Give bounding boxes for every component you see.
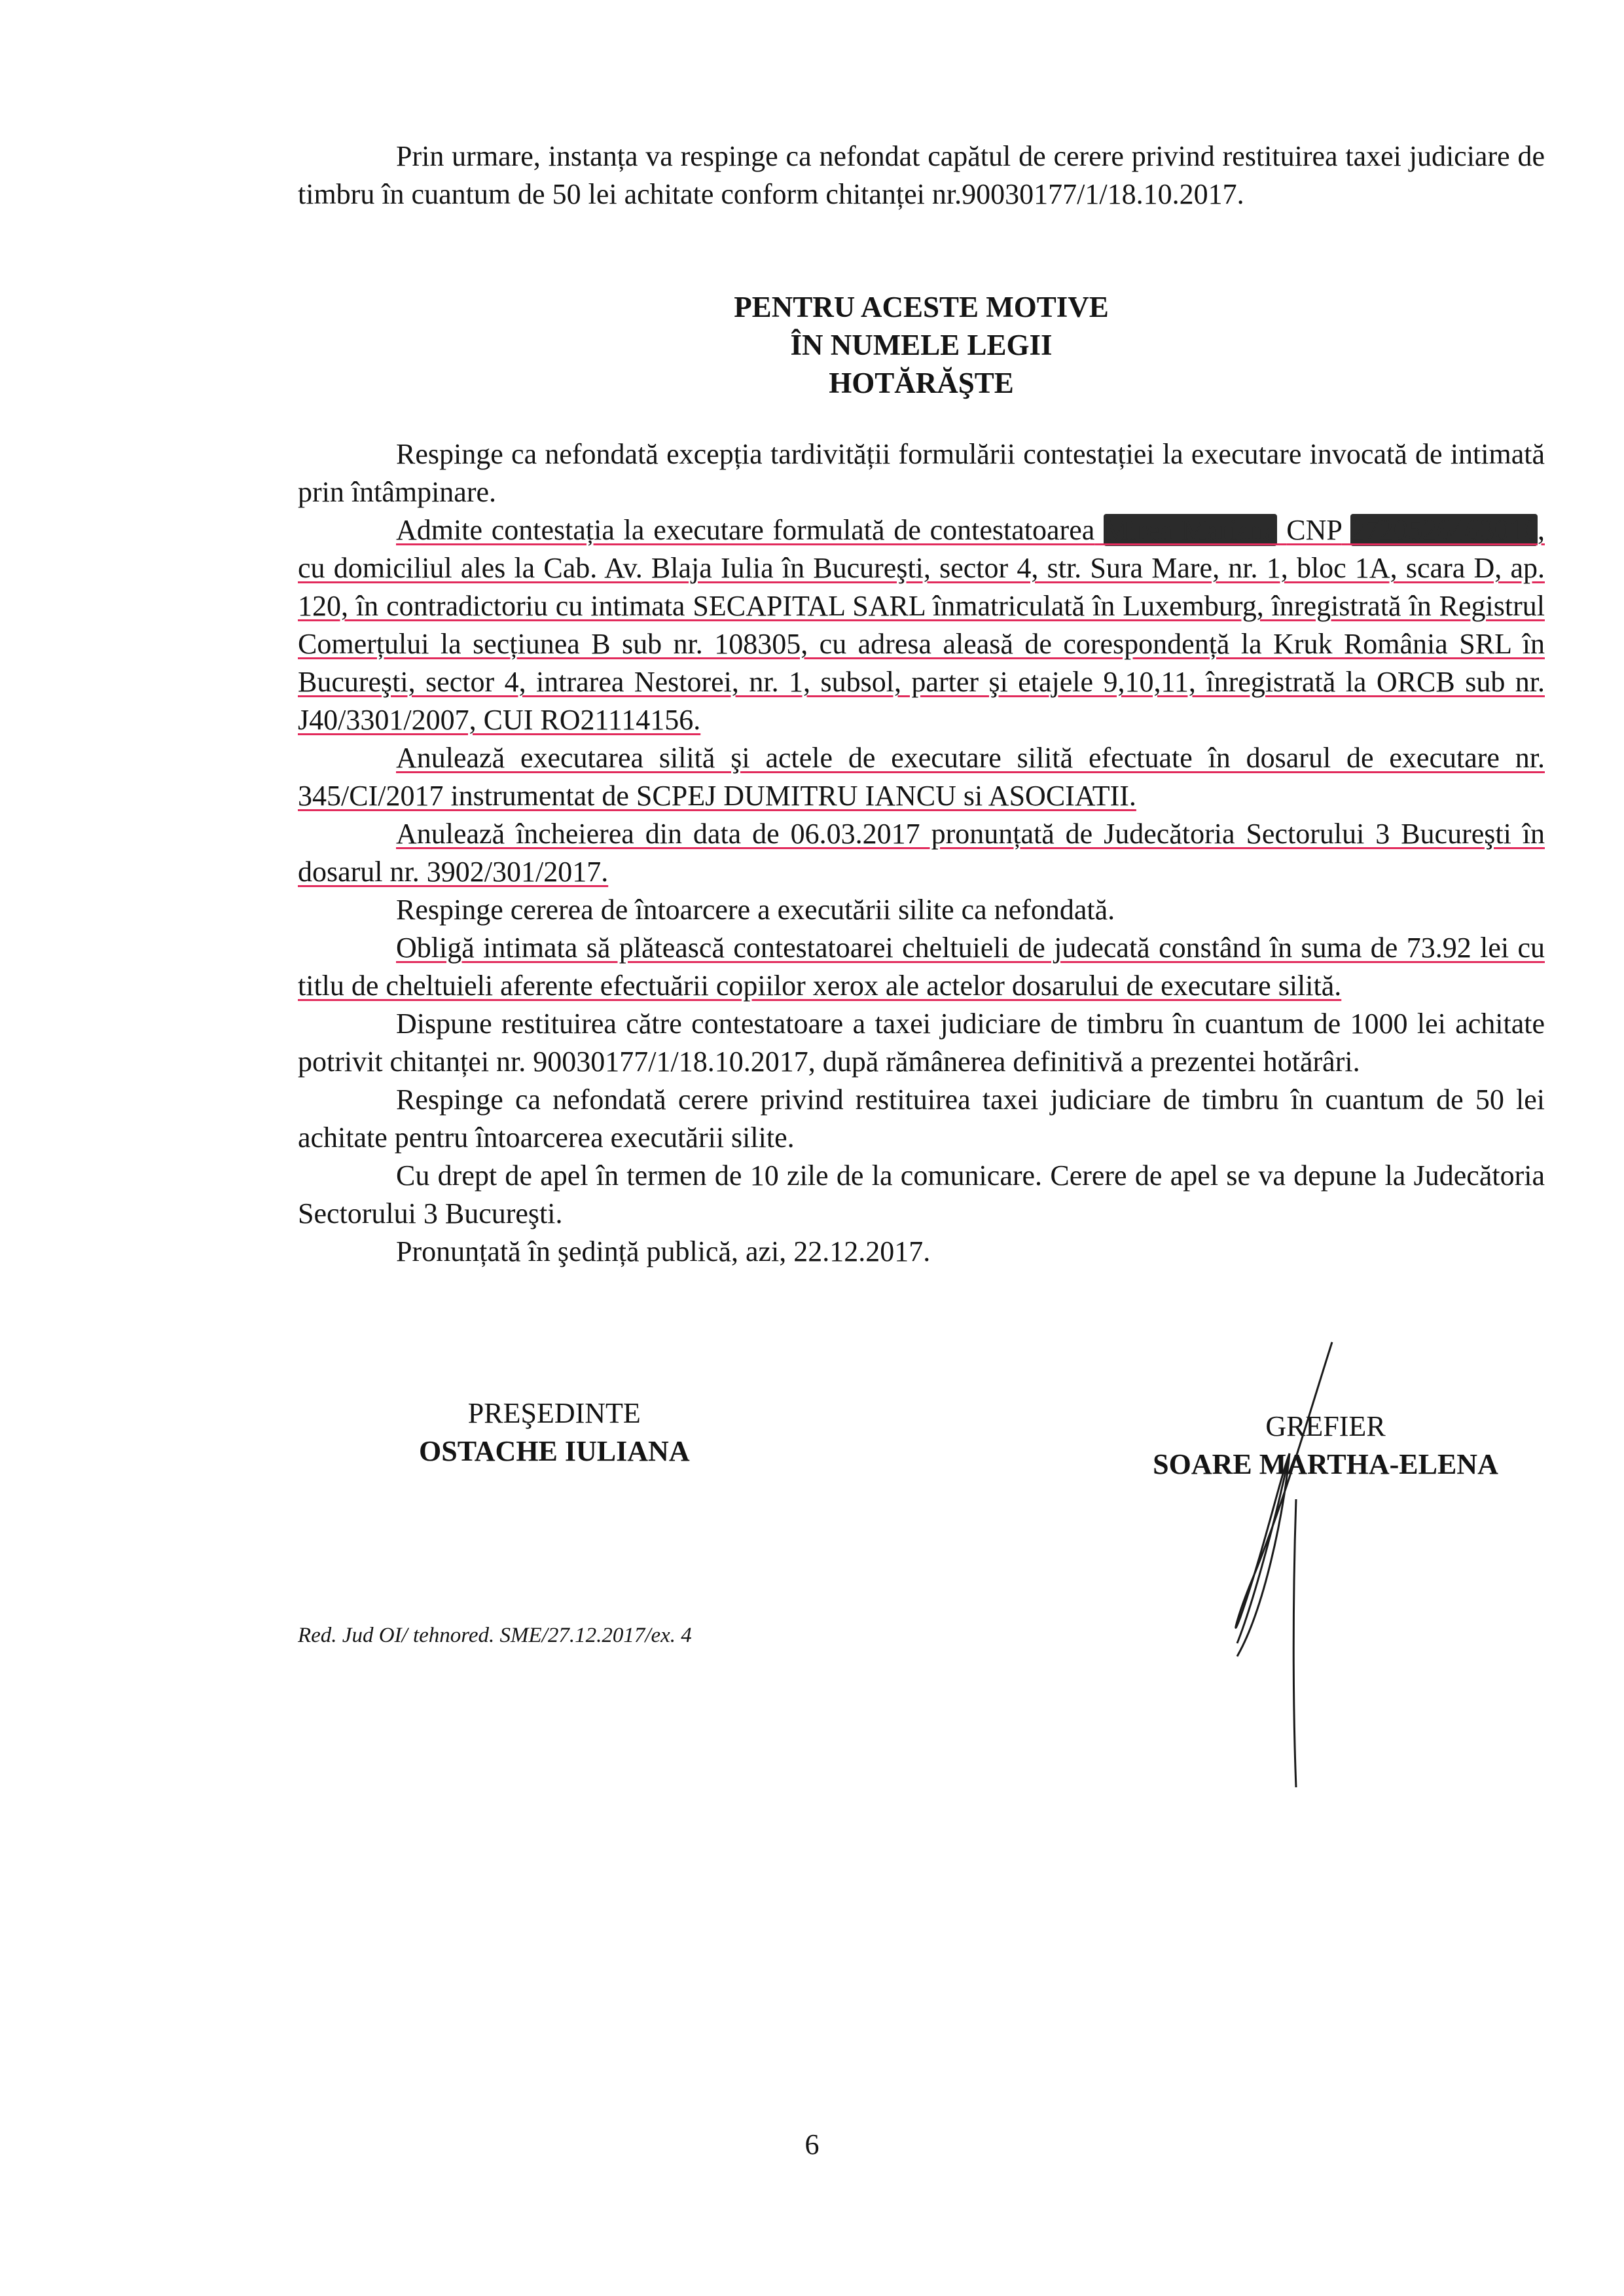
ruling-paragraph-8: Respinge ca nefondată cerere privind restituirea taxei judiciare de timbru în cuantum de 50 lei achitate pentru întoarcerea executării silite. bbox=[298, 1084, 1545, 1154]
ruling-heading bbox=[298, 288, 1545, 402]
ruling-p2-cnp-label: CNP bbox=[1286, 514, 1342, 546]
ruling-paragraph-7: Dispune restituirea către contestatoare a taxei judiciare de timbru în cuantum de 1000 lei achitate potrivit chitanței nr. 90030177/1/18.10.2017, după rămânerea definitivă a prezentei hotărâri. bbox=[298, 1008, 1545, 1078]
president-signature-block bbox=[419, 1394, 690, 1470]
ruling-paragraph-4: Anulează încheierea din data de 06.03.2017 pronunțată de Judecătoria Sectorului 3 Bucureşti în dosarul nr. 3902/301/2017. bbox=[298, 818, 1545, 888]
heading-line-2: ÎN NUMELE LEGII bbox=[790, 329, 1053, 361]
ruling-paragraph-3: Anulează executarea silită şi actele de executare silită efectuate în dosarul de executare nr. 345/CI/2017 instrumentat de SCPEJ DUMITRU IANCU si ASOCIATII. bbox=[298, 742, 1545, 812]
intro-text: Prin urmare, instanța va respinge ca nefondat capătul de cerere privind restituirea taxei judiciare de timbru în cuantum de 50 lei achitate conform chitanței nr.90030177/1/18.10.2017. bbox=[298, 140, 1545, 210]
ruling-paragraph-2 bbox=[298, 511, 1545, 739]
page-number: 6 bbox=[804, 2128, 820, 2160]
ruling-paragraph-9: Cu drept de apel în termen de 10 zile de la comunicare. Cerere de apel se va depune la Judecătoria Sectorului 3 Bucureşti. bbox=[298, 1159, 1545, 1230]
heading-line-1: PENTRU ACESTE MOTIVE bbox=[734, 291, 1109, 323]
intro-paragraph bbox=[298, 137, 1545, 213]
clerk-name: SOARE MARTHA-ELENA bbox=[1153, 1448, 1498, 1480]
ruling-body bbox=[298, 435, 1545, 1271]
president-role: PREŞEDINTE bbox=[467, 1397, 641, 1429]
handwritten-signature-icon bbox=[1211, 1336, 1342, 1794]
ruling-paragraph-10: Pronunțată în şedință publică, azi, 22.12.2017. bbox=[396, 1235, 931, 1267]
heading-line-3: HOTĂRĂŞTE bbox=[829, 367, 1014, 399]
ruling-p2-part-c: , cu domiciliul ales la Cab. Av. Blaja Iulia în Bucureşti, sector 4, str. Sura Mare, nr. 1, bloc 1A, scara D, ap. 120, în contradictoriu cu intimata SECAPITAL SARL înmatriculată în Luxemburg, înregistrată în Registrul Comerțului la secțiunea B sub nr. 108305, cu adresa aleasă de corespondență la Kruk România SRL în Bucureşti, sector 4, intrarea Nestorei, nr. 1, subsol, parter şi etajele 9,10,11, înregistrată la ORCB sub nr. J40/3301/2007, CUI RO21114156. bbox=[298, 514, 1545, 736]
ruling-paragraph-5: Respinge cererea de întoarcere a executării silite ca nefondată. bbox=[396, 894, 1115, 926]
president-name: OSTACHE IULIANA bbox=[419, 1435, 690, 1467]
clerk-role: GREFIER bbox=[1265, 1410, 1386, 1442]
ruling-paragraph-1: Respinge ca nefondată excepția tardivității formulării contestației la executare invocată de intimată prin întâmpinare. bbox=[298, 438, 1545, 508]
footer-note: Red. Jud OI/ tehnored. SME/27.12.2017/ex. 4 bbox=[298, 1624, 692, 1647]
redacted-cnp: 2720526463016 bbox=[1350, 514, 1538, 546]
redacted-name: Mirea Mariana bbox=[1104, 514, 1278, 546]
ruling-p2-part-a: Admite contestația la executare formulată de contestatoarea bbox=[396, 514, 1095, 546]
ruling-paragraph-6: Obligă intimata să plătească contestatoarei cheltuieli de judecată constând în suma de 73.92 lei cu titlu de cheltuieli aferente efectuării copiilor xerox ale actelor dosarului de executare silită. bbox=[298, 932, 1545, 1002]
